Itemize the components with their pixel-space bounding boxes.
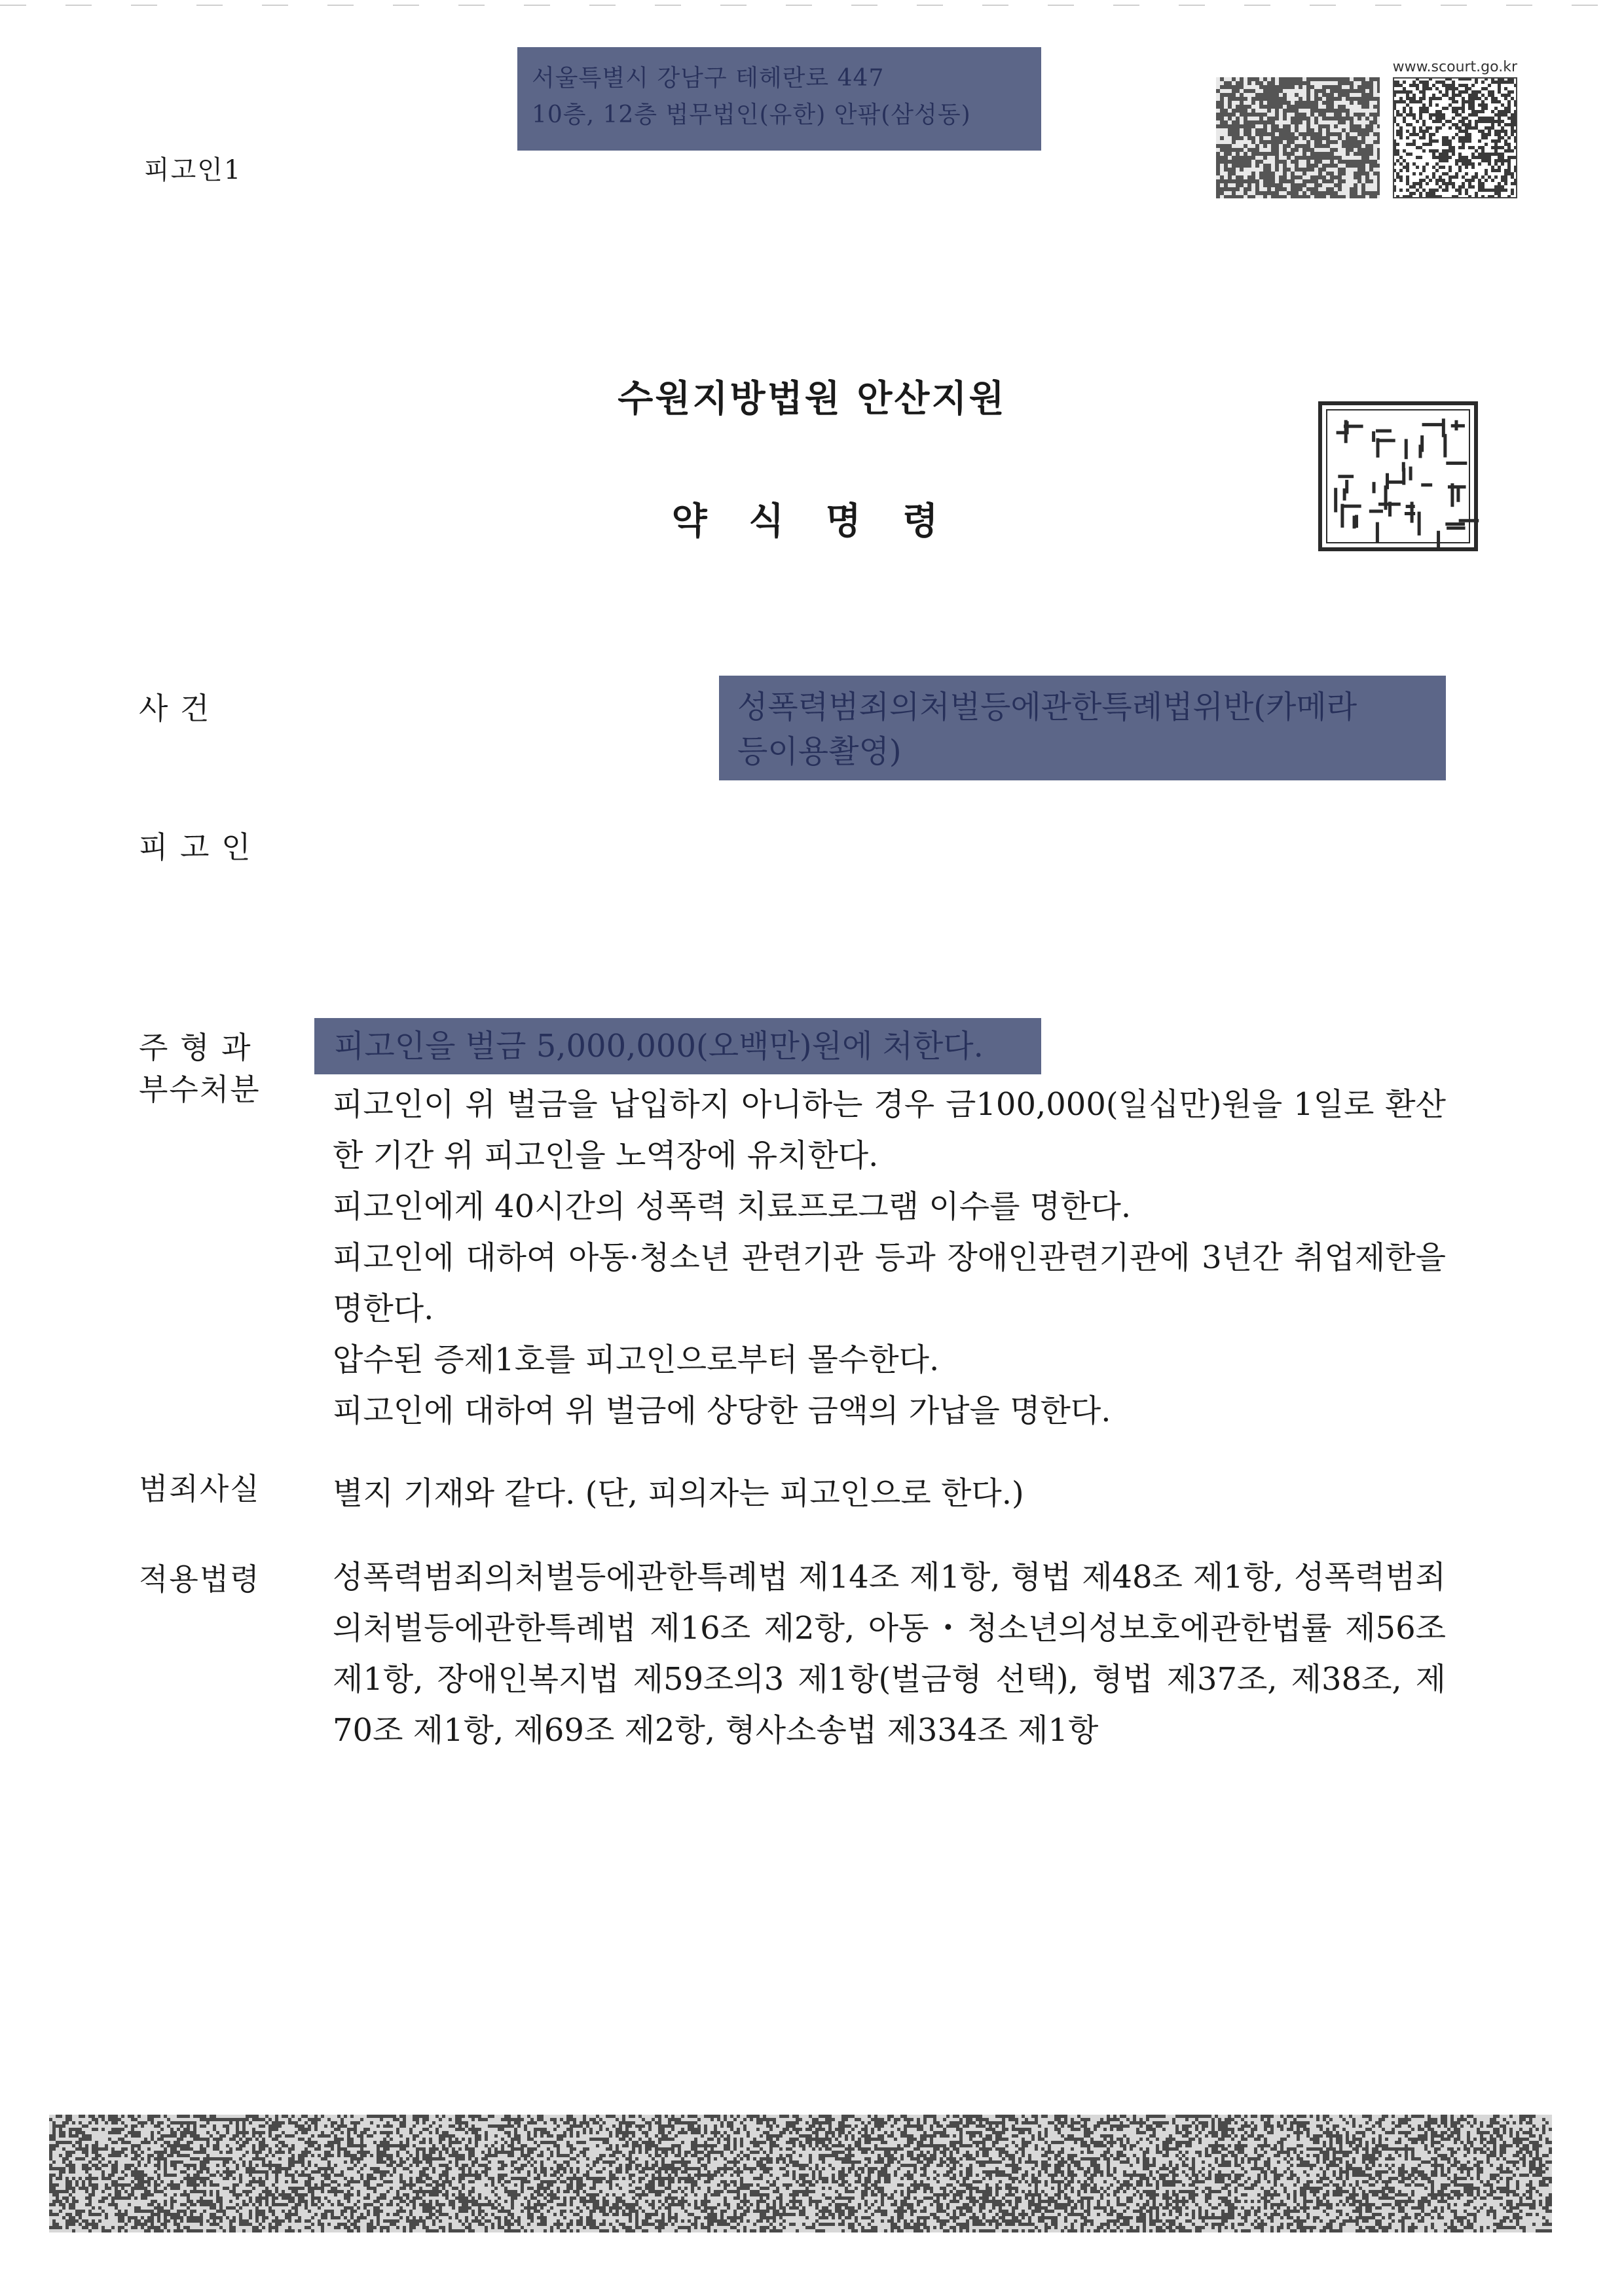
defendant-label: 피 고 인	[139, 829, 252, 865]
case-name-line2: 등이용촬영)	[737, 733, 902, 770]
recipient-label: 피고인1	[144, 155, 242, 185]
applicable-law-label: 적용법령	[139, 1561, 261, 1597]
verification-url: www.scourt.go.kr	[1392, 59, 1517, 75]
security-noise-bar	[49, 2115, 1552, 2232]
sentence-confiscation-paragraph: 압수된 증제1호를 피고인으로부터 몰수한다.	[333, 1341, 940, 1378]
verification-code-area	[1216, 59, 1517, 200]
recipient-address-line2: 10층, 12층 법무법인(유한) 안팎(삼성동)	[532, 101, 971, 128]
court-name: 수원지방법원 안산지원	[618, 378, 1006, 420]
recipient-address-block	[517, 47, 1041, 151]
applicable-law-text: 성폭력범죄의처벌등에관한특례법 제14조 제1항, 형법 제48조 제1항, 성폭력범죄의처벌등에관한특례법 제16조 제2항, 아동・청소년의성보호에관한법률 제56조 제1항, 장애인복지법 제59조의3 제1항(벌금형 선택), 형법 제37조, 제38조, 제70조 제1항, 제69조 제2항, 형사소송법 제334조 제1항	[333, 1559, 1446, 1749]
case-name-line1: 성폭력범죄의처벌등에관한특례법위반(카메라	[737, 689, 1357, 725]
scrambled-text-graphic	[1216, 77, 1380, 198]
sentence-treatment-paragraph: 피고인에게 40시간의 성폭력 치료프로그램 이수를 명한다.	[333, 1188, 1132, 1225]
facts-label: 범죄사실	[139, 1471, 261, 1506]
court-seal-stamp	[1316, 399, 1480, 553]
qr-code-icon	[1393, 77, 1517, 198]
case-label: 사 건	[139, 691, 211, 726]
facts-text: 별지 기재와 같다. (단, 피의자는 피고인으로 한다.)	[333, 1475, 1024, 1512]
recipient-address-line1: 서울특별시 강남구 테헤란로 447	[532, 65, 885, 92]
sentence-employment-restriction-paragraph: 피고인에 대하여 아동·청소년 관련기관 등과 장애인관련기관에 3년간 취업제한을 명한다.	[333, 1239, 1446, 1327]
sentence-workhouse-paragraph: 피고인이 위 벌금을 납입하지 아니하는 경우 금100,000(일십만)원을 1일로 환산한 기간 위 피고인을 노역장에 유치한다.	[333, 1086, 1446, 1174]
sentence-label	[139, 1027, 261, 1110]
sentence-main-text: 피고인을 벌금 5,000,000(오백만)원에 처한다.	[314, 1018, 1041, 1074]
case-name-block	[719, 676, 1446, 780]
sentence-provisional-payment-paragraph: 피고인에 대하여 위 벌금에 상당한 금액의 가납을 명한다.	[333, 1393, 1111, 1429]
scan-top-edge	[0, 0, 1624, 39]
sentence-label-line2: 부수처분	[139, 1072, 261, 1107]
document-title: 약 식 명 령	[671, 500, 953, 543]
sentence-label-line1: 주 형 과	[139, 1030, 252, 1065]
